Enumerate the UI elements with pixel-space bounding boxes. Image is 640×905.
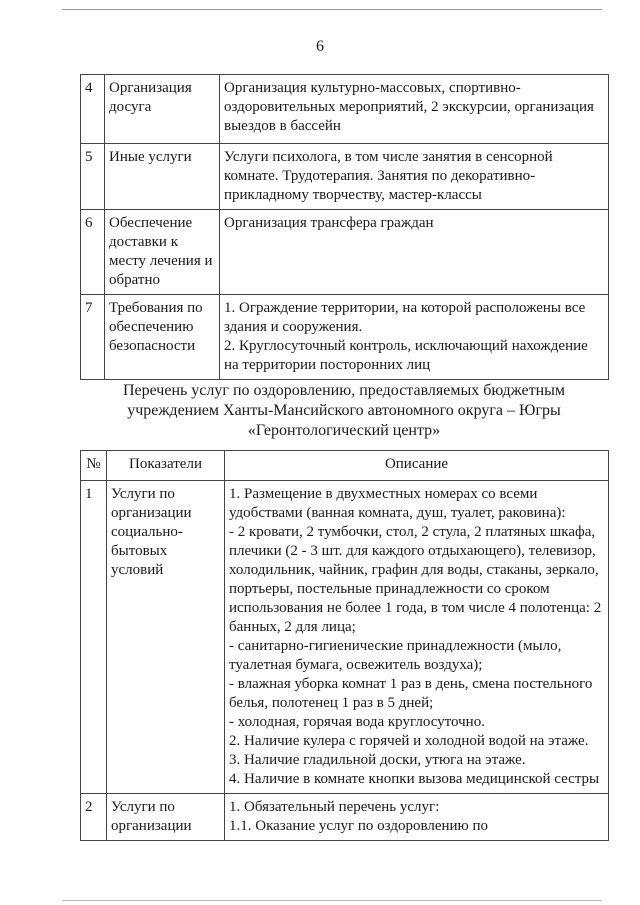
description-line: 1.1. Оказание услуг по оздоровлению по bbox=[229, 818, 489, 834]
description-line: 2. Наличие кулера с горячей и холодной водой на этаже. bbox=[229, 733, 589, 749]
row-description bbox=[220, 295, 609, 380]
row-indicator: Обеспечение доставки к месту лечения и обратно bbox=[105, 210, 220, 295]
top-rule bbox=[62, 9, 602, 10]
description-line: - 2 кровати, 2 тумбочки, стол, 2 стула, 2 платяных шкафа, плечики (2 - 3 шт. для каждого отдыхающего), телевизор, холодильник, чайник, графин для воды, стаканы, зеркало, портьеры, постельные принадлежности со сроком использования не более 1 года, в том числе 4 полотенца: 2 банных, 2 для лица; bbox=[229, 524, 602, 635]
description-line: 1. Ограждение территории, на которой расположены все здания и сооружения. bbox=[224, 300, 586, 335]
description-line: 3. Наличие гладильной доски, утюга на этаже. bbox=[229, 752, 526, 768]
services-table-continued bbox=[80, 74, 609, 380]
section-caption bbox=[80, 381, 608, 441]
table-row bbox=[81, 75, 609, 144]
caption-line: учреждением Ханты-Мансийского автономного округа – Югры bbox=[127, 402, 561, 419]
row-number: 7 bbox=[81, 295, 105, 380]
header-indicators: Показатели bbox=[107, 451, 225, 481]
row-indicator: Услуги по организации социально-бытовых условий bbox=[107, 481, 225, 794]
bottom-rule bbox=[62, 900, 602, 901]
health-services-table bbox=[80, 450, 609, 841]
row-number: 5 bbox=[81, 144, 105, 210]
row-indicator: Требования по обеспечению безопасности bbox=[105, 295, 220, 380]
row-description: Организация трансфера граждан bbox=[220, 210, 609, 295]
row-indicator: Организация досуга bbox=[105, 75, 220, 144]
table-row bbox=[81, 481, 609, 794]
table-row bbox=[81, 210, 609, 295]
table-header-row bbox=[81, 451, 609, 481]
row-number: 1 bbox=[81, 481, 107, 794]
row-description bbox=[225, 481, 609, 794]
row-description: Организация культурно-массовых, спортивно-оздоровительных мероприятий, 2 экскурсии, организация выездов в бассейн bbox=[220, 75, 609, 144]
description-line: 1. Размещение в двухместных номерах со всеми удобствами (ванная комната, душ, туалет, раковина): bbox=[229, 486, 566, 521]
row-number: 6 bbox=[81, 210, 105, 295]
page-number: 6 bbox=[316, 38, 324, 55]
row-description bbox=[225, 794, 609, 841]
caption-line: «Геронтологический центр» bbox=[247, 422, 441, 439]
row-indicator: Иные услуги bbox=[105, 144, 220, 210]
table-row bbox=[81, 295, 609, 380]
description-line: 1. Обязательный перечень услуг: bbox=[229, 799, 440, 815]
description-line: - санитарно-гигиенические принадлежности (мыло, туалетная бумага, освежитель воздуха); bbox=[229, 638, 562, 673]
description-line: - холодная, горячая вода круглосуточно. bbox=[229, 714, 485, 730]
table-row bbox=[81, 794, 609, 841]
row-number: 4 bbox=[81, 75, 105, 144]
description-line: 2. Круглосуточный контроль, исключающий нахождение на территории посторонних лиц bbox=[224, 338, 588, 373]
description-line: - влажная уборка комнат 1 раз в день, смена постельного белья, полотенец 1 раз в 5 дней; bbox=[229, 676, 593, 711]
header-description: Описание bbox=[225, 451, 609, 481]
table-row bbox=[81, 144, 609, 210]
caption-line: Перечень услуг по оздоровлению, предоставляемых бюджетным bbox=[122, 382, 566, 399]
row-indicator: Услуги по организации bbox=[107, 794, 225, 841]
description-line: 4. Наличие в комнате кнопки вызова медицинской сестры bbox=[229, 771, 600, 787]
row-description: Услуги психолога, в том числе занятия в сенсорной комнате. Трудотерапия. Занятия по декоративно-прикладному творчеству, мастер-классы bbox=[220, 144, 609, 210]
header-number: № bbox=[81, 451, 107, 481]
row-number: 2 bbox=[81, 794, 107, 841]
